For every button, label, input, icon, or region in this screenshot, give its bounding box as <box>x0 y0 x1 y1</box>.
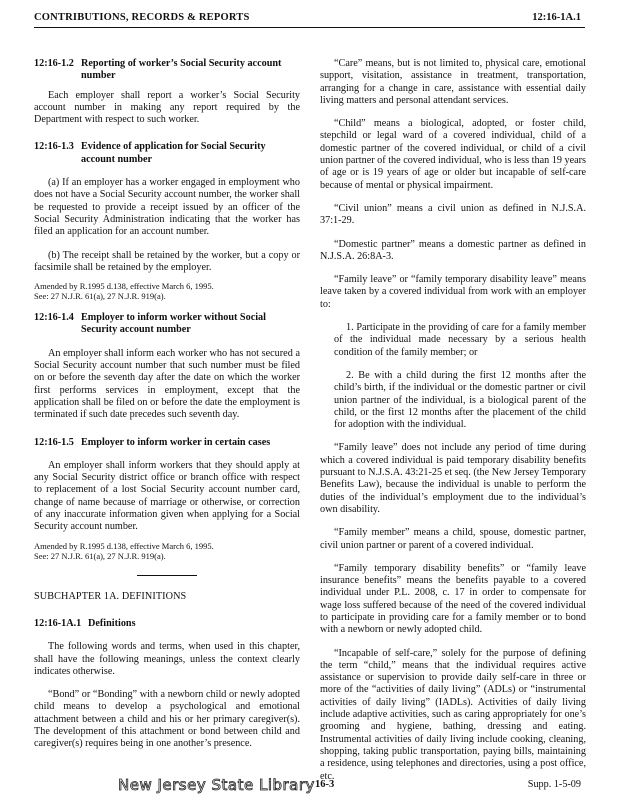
definition-family-benefits: “Family temporary disability benefits” or “family leave insurance benefits” means the benefits payable to a covered individual under P.L. 2008, c. 17 in order to compensate for wage loss suffered because of the need of the covered individual to participate in providing care for a family member or to bond with a newborn or newly adopted child. <box>320 562 586 636</box>
amendment-note: Amended by R.1995 d.138, effective March 6, 1995. <box>34 281 214 292</box>
definition-family-leave-exclusion: “Family leave” does not include any period of time during which a covered individual is paid temporary disability benefits pursuant to N.J.S.A. 43:21-25 et seq. (the New Jersey Temporary Benefits Law), because the individual is unable to perform the duties of the individual’s employment due to the individual’s own disability. <box>320 442 586 515</box>
section-number: 12:16-1A.1 <box>34 617 82 629</box>
paragraph: (b) The receipt shall be retained by the worker, but a copy or facsimile shall be retained by the employer. <box>34 249 300 273</box>
section-title: Reporting of worker’s Social Security account number <box>81 58 282 82</box>
definition-civil-union: “Civil union” means a civil union as defined in N.J.S.A. 37:1-29. <box>320 202 586 227</box>
section-heading-12-16-1-2 <box>34 58 300 83</box>
amendment-citation: See: 27 N.J.R. 61(a), 27 N.J.R. 919(a). <box>34 291 166 302</box>
section-title: Definitions <box>88 617 136 629</box>
left-column <box>34 58 300 751</box>
definition-incapable-of-self-care: “Incapable of self-care,” solely for the purpose of defining the term “child,” means that the individual requires active assistance or supervision to provide daily self-care in three or more of the “activities of daily living” (ADLs) or “instrumental activities of daily living” (IADLs). Activities of daily living include adaptive activities, such as caring appropriately for one’s grooming and hygiene, bathing, dressing and eating. Instrumental activities of daily living include cooking, cleaning, shopping, taking public transportation, paying bills, maintaining a residence, using telephones and directories, using a post office, etc. <box>320 647 586 782</box>
subchapter-heading: SUBCHAPTER 1A. DEFINITIONS <box>34 590 187 602</box>
definition-bond: “Bond” or “Bonding” with a newborn child or newly adopted child means to develop a psychological and emotional attachment between a child and his or her primary caregiver(s). The development of this attachment or bond between child and caregiver(s) requires being in one another’s presence. <box>34 689 300 750</box>
definition-care: “Care” means, but is not limited to, physical care, emotional support, visitation, assistance in treatment, transportation, arranging for a change in care, assistance with essential daily living matters and personal attendant services. <box>320 58 586 106</box>
running-header-title: CONTRIBUTIONS, RECORDS & REPORTS <box>34 12 250 23</box>
running-header-section: 12:16-1A.1 <box>532 12 581 23</box>
supplement-date: Supp. 1-5-09 <box>527 779 581 790</box>
paragraph: An employer shall inform each worker who has not secured a Social Security account number that such number must be filed on or before the seventh day after the date on which the worker first performs services in employment, except that the application shall be filed on or before the date the employment is terminated if such date precedes such seventh day. <box>34 347 300 421</box>
amendment-citation: See: 27 N.J.R. 61(a), 27 N.J.R. 919(a). <box>34 550 166 561</box>
paragraph: The following words and terms, when used in this chapter, shall have the following meanings, unless the context clearly indicates otherwise. <box>34 641 300 677</box>
section-number: 12:16-1.3 <box>34 141 74 153</box>
header-rule <box>34 27 585 28</box>
paragraph: An employer shall inform workers that they should apply at any Social Security district office or branch office with respect to replacement of a lost Social Security account number card, change of name because of marriage or otherwise, or correction of any inaccurate information given when applying for a Social Security account number. <box>34 459 300 533</box>
paragraph: (a) If an employer has a worker engaged in employment who does not have a Social Security account number, the worker shall be requested to provide a receipt issued by an officer of the Social Security Administration indicating that the worker has filed an application for an account number. <box>34 177 300 238</box>
section-heading-12-16-1-5 <box>34 437 300 449</box>
section-heading-12-16-1a-1 <box>34 618 300 630</box>
section-heading-12-16-1-4 <box>34 312 300 337</box>
page-number: 16-3 <box>315 779 335 790</box>
section-title: Employer to inform worker in certain cases <box>81 436 271 448</box>
section-number: 12:16-1.5 <box>34 436 74 448</box>
definition-domestic-partner: “Domestic partner” means a domestic partner as defined in N.J.S.A. 26:8A-3. <box>320 238 586 262</box>
library-watermark: New Jersey State Library <box>118 776 315 794</box>
section-title: Evidence of application for Social Security account number <box>81 141 266 165</box>
section-number: 12:16-1.2 <box>34 58 74 69</box>
section-title: Employer to inform worker without Social Security account number <box>81 312 266 336</box>
list-item: 2. Be with a child during the first 12 months after the child’s birth, if the individual or the domestic partner or civil union partner of the individual, is a biological parent of the child, or the first 12 months after the placement of the child for adoption with the individual. <box>334 369 586 431</box>
list-item: 1. Participate in the providing of care for a family member of the individual made necessary by a serious health condition of the family member; or <box>334 322 586 358</box>
section-heading-12-16-1-3 <box>34 141 300 166</box>
paragraph: Each employer shall report a worker’s Social Security account number in making any report required by the Department with respect to such worker. <box>34 89 300 126</box>
amendment-note: Amended by R.1995 d.138, effective March 6, 1995. <box>34 540 214 551</box>
definition-child: “Child” means a biological, adopted, or foster child, stepchild or legal ward of a covered individual, child of a domestic partner of the covered individual, or child of a civil union partner of the covered individual, who is less than 19 years of age or is 19 years of age or older but incapable of self-care because of mental or physical impairment. <box>320 118 586 191</box>
right-column <box>320 58 586 783</box>
section-number: 12:16-1.4 <box>34 312 74 324</box>
definition-family-leave: “Family leave” or “family temporary disability leave” means leave taken by a covered individual from work with an employer to: <box>320 274 586 310</box>
definition-family-member: “Family member” means a child, spouse, domestic partner, civil union partner or parent of a covered individual. <box>320 527 586 551</box>
